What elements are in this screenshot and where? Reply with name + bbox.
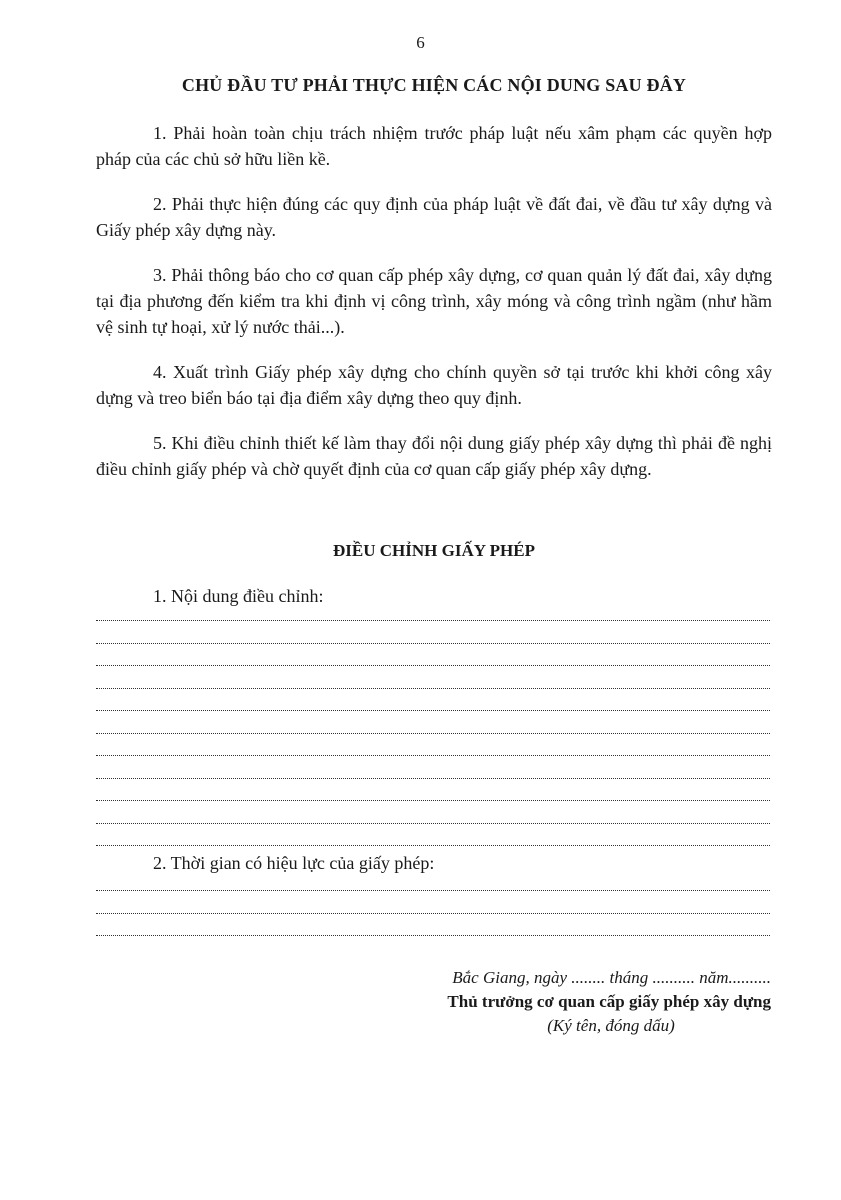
- adjustment-content-label: 1. Nội dung điều chỉnh:: [153, 586, 324, 606]
- dotted-line-3: [96, 665, 770, 666]
- signatory-title: Thủ trưởng cơ quan cấp giấy phép xây dựng: [447, 992, 771, 1011]
- obligation-item-5: 5. Khi điều chỉnh thiết kế làm thay đổi nội dung giấy phép xây dựng thì phải đề nghị điều chỉnh giấy phép và chờ quyết định của cơ quan cấp giấy phép xây dựng.: [96, 433, 772, 479]
- dotted-line-13: [96, 913, 770, 914]
- obligations-heading: CHỦ ĐẦU TƯ PHẢI THỰC HIỆN CÁC NỘI DUNG SAU ĐÂY: [181, 75, 687, 95]
- dotted-line-12: [96, 890, 770, 891]
- dotted-line-5: [96, 710, 770, 711]
- place-date-line: Bắc Giang, ngày ........ tháng .......... năm..........: [452, 968, 771, 987]
- obligation-item-2: 2. Phải thực hiện đúng các quy định của pháp luật về đất đai, về đầu tư xây dựng và Giấy phép xây dựng này.: [96, 194, 772, 240]
- obligation-item-1: 1. Phải hoàn toàn chịu trách nhiệm trước pháp luật nếu xâm phạm các quyền hợp pháp của các chủ sở hữu liền kề.: [96, 123, 772, 169]
- signature-note: (Ký tên, đóng dấu): [547, 1016, 675, 1035]
- obligations-list: [96, 120, 772, 501]
- dotted-line-14: [96, 935, 770, 936]
- dotted-line-2: [96, 643, 770, 644]
- signature-block: [351, 966, 771, 1038]
- obligation-item-3: 3. Phải thông báo cho cơ quan cấp phép xây dựng, cơ quan quản lý đất đai, xây dựng tại địa phương đến kiểm tra khi định vị công trình, xây móng và công trình ngầm (như hầm vệ sinh tự hoại, xử lý nước thải...).: [96, 265, 772, 337]
- dotted-line-7: [96, 755, 770, 756]
- dotted-line-9: [96, 800, 770, 801]
- dotted-line-10: [96, 823, 770, 824]
- adjustment-heading: ĐIỀU CHỈNH GIẤY PHÉP: [333, 541, 535, 560]
- dotted-line-4: [96, 688, 770, 689]
- dotted-line-6: [96, 733, 770, 734]
- obligation-item-4: 4. Xuất trình Giấy phép xây dựng cho chính quyền sở tại trước khi khởi công xây dựng và treo biển báo tại địa điểm xây dựng theo quy định.: [96, 362, 772, 408]
- dotted-line-1: [96, 620, 770, 621]
- page-number: 6: [416, 33, 425, 52]
- dotted-line-8: [96, 778, 770, 779]
- validity-period-label: 2. Thời gian có hiệu lực của giấy phép:: [153, 853, 435, 873]
- dotted-line-11: [96, 845, 770, 846]
